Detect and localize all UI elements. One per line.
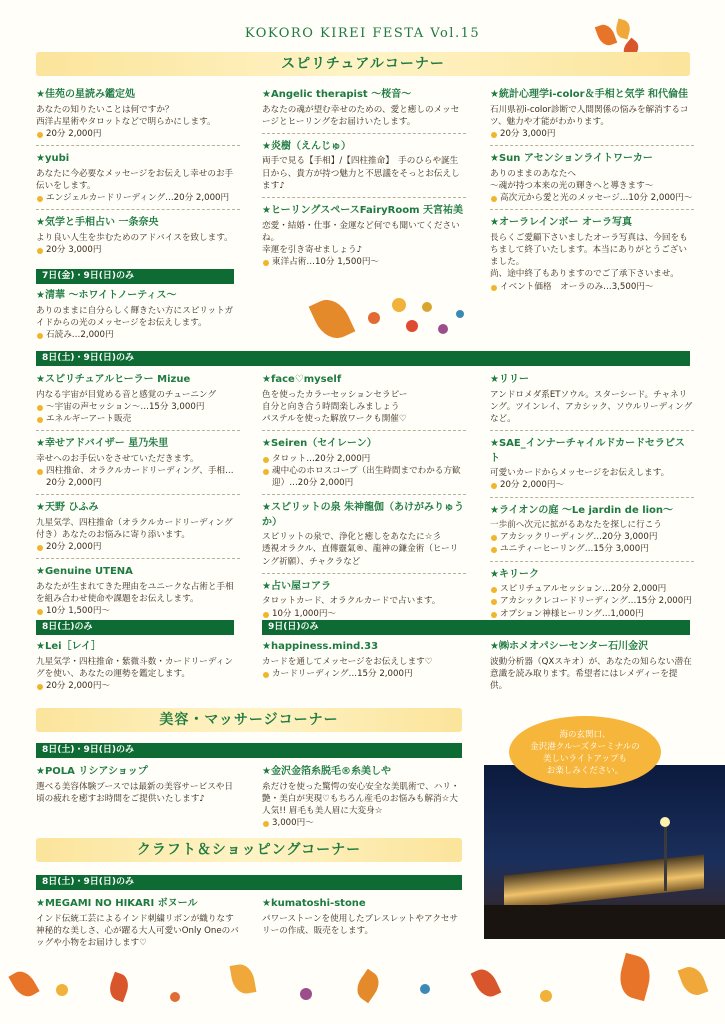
vendor-name: ★ 占い屋コアラ (262, 580, 466, 595)
vendor-entry (36, 216, 240, 261)
vendor-description: 内なる宇宙が目覚める音と感覚のチューニング (36, 389, 217, 400)
vendor-name: ★ Lei［レイ］ (36, 640, 240, 655)
vendor-entry (262, 140, 466, 198)
price-line: 四柱推命、オラクルカードリーディング、手相…20分 2,000円 (36, 465, 240, 489)
column-2-mid (262, 373, 466, 631)
column-2-top (262, 88, 466, 279)
vendor-entry (36, 373, 240, 431)
vendor-name: ★ ライオンの庭 ～Le jardin de lion～ (490, 504, 694, 519)
vendor-name: ★ 天野 ひふみ (36, 501, 240, 516)
column-3-mid (490, 373, 694, 631)
price-line: カードリーディング…15分 2,000円 (262, 668, 466, 680)
price-line: 20分 2,000円 (36, 128, 240, 140)
price-line: 石読み…2,000円 (36, 329, 240, 341)
beauty-column-1 (36, 765, 240, 816)
vendor-name: ★ 気学と手相占い 一条奈央 (36, 216, 240, 231)
vendor-name: ★ 清華 ～ホワイトノーティス～ (36, 289, 240, 304)
vendor-name: ★ POLA リシアショップ (36, 765, 240, 780)
column-1-top (36, 88, 240, 267)
price-line: タロット…20分 2,000円 (262, 453, 466, 465)
vendor-entry (490, 504, 694, 562)
cruise-terminal-photo (484, 765, 725, 939)
vendor-name: ★ Sun アセンションライトワーカー (490, 152, 694, 167)
vendor-entry (490, 88, 694, 146)
vendor-description: 可愛いカードからメッセージをお伝えします。 (490, 468, 670, 479)
vendor-description: 九星気学、四柱推命（オラクルカードリーディング付き）あなたのお悩みに寄り添います。 (36, 517, 233, 540)
day-bar-sun: 9日(日)のみ (262, 620, 690, 635)
price-line: 20分 2,000円 (36, 541, 240, 553)
vendor-entry (490, 437, 694, 497)
section-craft: クラフト＆ショッピングコーナー (36, 838, 462, 862)
vendor-entry (36, 152, 240, 210)
day-bar-sat-sun: 8日(土)・9日(日)のみ (36, 351, 690, 366)
vendor-description: あなたに今必要なメッセージをお伝えし幸せのお手伝いをします。 (36, 168, 234, 191)
vendor-name: ★ yubi (36, 152, 240, 167)
vendor-description: 両手で見る【手相】/【四柱推命】 手のひらや誕生日から、貴方が持つ魅力と不思議をそっとお伝えします♪ (262, 156, 460, 191)
vendor-name: ★ face♡myself (262, 373, 466, 388)
vendor-entry (262, 437, 466, 495)
price-line: イベント価格 オーラのみ…3,500円～ (490, 281, 694, 293)
vendor-entry (262, 897, 466, 942)
price-line: 10分 1,000円～ (262, 608, 466, 620)
vendor-name: ★ ㈱ホメオパシーセンター石川金沢 (490, 640, 694, 655)
vendor-description: あなたが生まれてきた理由をユニークな占術と手相を組み合わせ使命や課題をお伝えします。 (36, 581, 234, 605)
column-1-mid (36, 373, 240, 628)
day-bar-craft: 8日(土)・9日(日)のみ (36, 875, 462, 890)
festival-title: KOKORO KIREI FESTA Vol.15 (244, 26, 481, 41)
bottom-leaves-decoration (0, 944, 725, 1024)
vendor-entry (36, 437, 240, 495)
price-line: エンジェルカードリーディング…20分 2,000円 (36, 192, 240, 204)
price-line: 20分 3,000円 (36, 244, 240, 256)
price-line: 20分 3,000円 (490, 128, 694, 140)
vendor-description: 長らくご愛顧下さいましたオーラ写真は、今回をもちまして終了いたします。本当にありがとうございました。 尚、途中終了もありますのでご了承下さいませ。 (490, 232, 688, 280)
vendor-entry (262, 204, 466, 273)
vendor-name: ★ スピリチュアルヒーラー Mizue (36, 373, 240, 388)
vendor-entry (36, 640, 240, 697)
price-line: 10分 1,500円～ (36, 605, 240, 617)
vendor-entry (490, 640, 694, 697)
vendor-name: ★ ヒーリングスペースFairyRoom 天宮祐美 (262, 204, 466, 219)
section-beauty: 美容・マッサージコーナー (36, 708, 462, 732)
vendor-description: インド伝統工芸によるインド刺繍リボンが織りなす神秘的な美しさ、心が躍る大人可愛いOnly Oneのバッグや小物をお届けします♡ (36, 913, 239, 948)
vendor-entry (36, 565, 240, 622)
vendor-entry (262, 765, 466, 834)
vendor-description: パワーストーンを使用したブレスレットやアクセサリーの作成、販売をします。 (262, 913, 459, 936)
vendor-description: 選べる美容体験ブースでは最新の美容サービスや日頃の疲れを癒すお時間をご提供いたします♪ (36, 781, 233, 804)
vendor-entry (36, 289, 240, 346)
vendor-name: ★ Seiren（セイレーン） (262, 437, 466, 452)
vendor-description: 恋愛・結婚・仕事・金運など何でも聞いてくださいね。 幸運を引き寄せましょう♪ (262, 220, 460, 255)
column-3-sat (490, 640, 694, 703)
column-3-top (490, 88, 694, 304)
vendor-name: ★ オーラレインボー オーラ写真 (490, 216, 694, 231)
vendor-name: ★ 幸せアドバイザー 星乃朱里 (36, 437, 240, 452)
day-bar-beauty: 8日(土)・9日(日)のみ (36, 743, 462, 758)
vendor-description: スピリットの泉で、浄化と癒しをあなたに☆彡 透視オラクル、直傳靈氣®、龍神の鎌金術（ヒーリング祈願）、チャクラなど (262, 532, 459, 567)
vendor-name: ★ 炎樹（えんじゅ） (262, 140, 466, 155)
vendor-description: タロットカード、オラクルカードで占います。 (262, 596, 441, 607)
vendor-description: 糸だけを使った驚愕の安心安全な美肌術で、ハリ・艶・美白が実現♡もちろん産毛のお悩みも解消☆大人気!! 眉毛も美人眉に大変身☆ (262, 781, 460, 816)
price-line: オプション神様ヒーリング…1,000円 (490, 608, 694, 620)
vendor-description: 幸せへのお手伝いをさせていただきます。 (36, 453, 199, 464)
day-bar-sat: 8日(土)のみ (36, 620, 234, 635)
day-bar-fri-sun: 7日(金)・9日(日)のみ (36, 269, 234, 284)
price-line: ～宇宙の声セッション～…15分 3,000円 (36, 401, 240, 413)
vendor-name: ★ Angelic therapist ～桜音～ (262, 88, 466, 103)
price-line: 3,000円～ (262, 817, 466, 829)
vendor-name: ★ happiness.mind.33 (262, 640, 466, 655)
vendor-description: あなたの魂が望む幸せのための、愛と癒しのメッセージとヒーリングをお届けいたします。 (262, 104, 460, 127)
vendor-entry (262, 501, 466, 574)
price-line: 20分 2,000円～ (490, 479, 694, 491)
vendor-description: 波動分析器（QXスキオ）が、あなたの知らない潜在意識を読み取ります。希望者にはレメディーを提供。 (490, 656, 692, 691)
vendor-name: ★ 金沢金箔糸脱毛®糸美しや (262, 765, 466, 780)
price-line: 高次元から愛と光のメッセージ…10分 2,000円～ (490, 192, 694, 204)
price-line: 20分 2,000円～ (36, 680, 240, 692)
craft-column-2 (262, 897, 466, 948)
vendor-entry (36, 88, 240, 146)
vendor-name: ★ キリーク (490, 568, 694, 583)
price-line: アカシックレコードリーディング…15分 2,000円 (490, 595, 694, 607)
column-1-sat (36, 640, 240, 703)
vendor-entry (36, 765, 240, 810)
vendor-entry (262, 580, 466, 625)
vendor-name: ★ 佳苑の星読み鑑定処 (36, 88, 240, 103)
vendor-description: ありのままのあなたへ ～魂が持つ本来の光の輝きへと導きます～ (490, 168, 654, 191)
vendor-description: アンドロメダ系ETソウル。スターシード。チャネリング。ツインレイ、アカシック、ソウルリーディングなど。 (490, 389, 693, 424)
price-line: 魂中心のホロスコープ（出生時間までわかる方歓迎）…20分 2,000円 (262, 465, 466, 489)
vendor-entry (490, 152, 694, 210)
column-1-fri (36, 289, 240, 352)
vendor-name: ★ kumatoshi-stone (262, 897, 466, 912)
price-line: エネルギーアート販売 (36, 413, 240, 425)
price-line: ユニティーヒーリング…15分 3,000円 (490, 543, 694, 555)
vendor-entry (262, 373, 466, 431)
vendor-description: ありのままに自分らしく輝きたい方にスピリットガイドからの光のメッセージをお伝えします。 (36, 305, 234, 328)
vendor-entry (262, 640, 466, 685)
vendor-name: ★ SAE_インナーチャイルドカードセラピスト (490, 437, 694, 466)
price-line: スピリチュアルセッション…20分 2,000円 (490, 583, 694, 595)
vendor-entry (490, 373, 694, 431)
price-line: アカシックリーディング…20分 3,000円 (490, 531, 694, 543)
vendor-name: ★ リリー (490, 373, 694, 388)
vendor-description: 色を使ったカラーセッションセラピー 自分と向き合う時間楽しみましょう パステルを使った解放ワークも開催♡ (262, 389, 408, 424)
beauty-column-2 (262, 765, 466, 840)
vendor-description: 九星気学・四柱推命・紫微斗数・カードリーディングを使い、あなたの運勢を鑑定します。 (36, 656, 233, 679)
vendor-description: 一歩前へ次元に拡がるあなたを探しに行こう (490, 520, 662, 531)
vendor-description: 石川県初i-color診断で人間関係の悩みを解消するコツ、魅力や才能がわかります。 (490, 104, 689, 127)
vendor-entry (490, 216, 694, 298)
section-spiritual: スピリチュアルコーナー (36, 52, 690, 76)
vendor-entry (36, 501, 240, 559)
vendor-name: ★ Genuine UTENA (36, 565, 240, 580)
vendor-entry (262, 88, 466, 134)
vendor-description: カードを通してメッセージをお伝えします♡ (262, 656, 433, 667)
price-line: 東洋占術…10分 1,500円～ (262, 256, 466, 268)
vendor-description: あなたの知りたいことは何ですか？ 西洋占星術やタロットなどで明らかにします。 (36, 104, 216, 127)
photo-caption-bubble: 海の玄関口、 金沢港クルーズターミナルの 美しいライトアップも お楽しみください。 (509, 716, 661, 788)
leaf-cluster-decoration (310, 280, 480, 352)
vendor-name: ★ MEGAMI NO HIKARI ボヌール (36, 897, 240, 912)
vendor-name: ★ 統計心理学i-color＆手相と気学 和代倫佳 (490, 88, 694, 103)
vendor-entry (490, 568, 694, 625)
vendor-name: ★ スピリットの泉 朱神龍伽（あけがみりゅうか） (262, 501, 466, 530)
column-2-sun (262, 640, 466, 691)
vendor-description: より良い人生を歩むためのアドバイスを致します。 (36, 232, 233, 243)
